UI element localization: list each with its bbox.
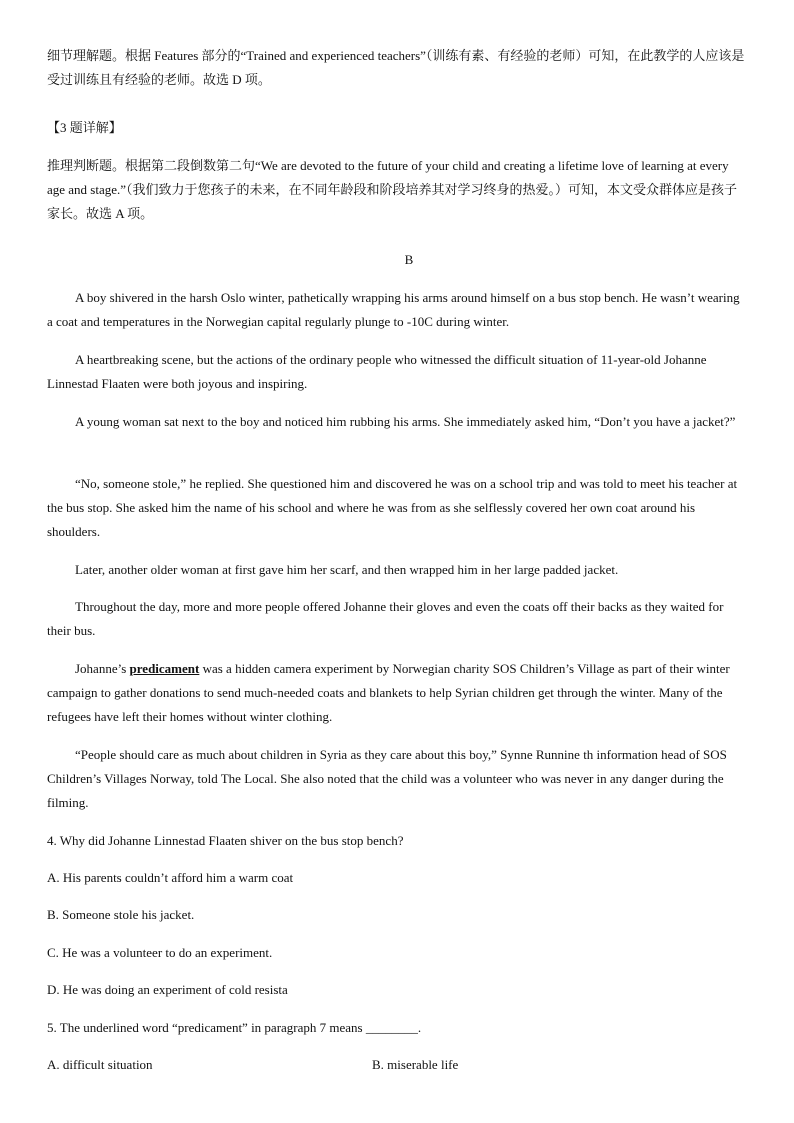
passage-paragraph-4: “No, someone stole,” he replied. She questioned him and discovered he was on a school trip and was told to meet his teacher at the bus stop. She asked him the name of his school and where he was from as she selflessly covered her own coat around his shoulders. [47,476,738,539]
paragraph-7-start: Johanne’s [75,661,130,676]
passage-paragraph-5: Later, another older woman at first gave him her scarf, and then wrapped him in her large padded jacket. [75,562,619,577]
question-4-option-d: D. He was doing an experiment of cold resista [47,982,288,997]
answer-2-explanation: 细节理解题。根据 Features 部分的“Trained and experienced teachers”（训练有素、有经验的老师）可知，在此教学的人应该是受过训练且有经验的老师。故选 D 项。 [47,48,745,87]
paragraph-7-end: was a hidden camera experiment by Norwegian charity SOS Children’s Village as part of their winter campaign to gather donations to send much-needed coats and blankets to help Syrian children get through the winter. Many of the refugees have left their homes without winter clothing. [47,661,730,724]
underlined-word-predicament: predicament [129,661,200,676]
passage-paragraph-6: Throughout the day, more and more people offered Johanne their gloves and even the coats off their backs as they waited for their bus. [47,599,724,638]
passage-letter: B [404,252,414,267]
question-5-option-a: A. difficult situation [47,1057,153,1072]
passage-paragraph-1: A boy shivered in the harsh Oslo winter, pathetically wrapping his arms around himself on a bus stop bench. He wasn’t wearing a coat and temperatures in the Norwegian capital regularly plunge to -10C during winter. [47,290,740,329]
passage-paragraph-8: “People should care as much about children in Syria as they care about this boy,” Synne Runnine th information head of SOS Children’s Villages Norway, told The Local. She also noted that the child was a volunteer who was never in any danger during the filming. [47,747,727,810]
question-4-option-c: C. He was a volunteer to do an experiment. [47,945,273,960]
answer-3-explanation: 推理判断题。根据第二段倒数第二句“We are devoted to the future of your child and creating a lifetime love of learning at every age and stage.”（我们致力于您孩子的未来，在不同年龄段和阶段培养其对学习终身的热爱。）可知，本文受众群体应是孩子家长。故选 A 项。 [47,158,738,221]
question-4-option-b: B. Someone stole his jacket. [47,907,195,922]
question-5-option-b: B. miserable life [372,1057,459,1072]
answer-3-heading: 【3 题详解】 [47,120,122,135]
question-5-stem: 5. The underlined word “predicament” in paragraph 7 means ________. [47,1020,422,1035]
passage-paragraph-7 [47,657,747,729]
question-4-option-a: A. His parents couldn’t afford him a warm coat [47,870,294,885]
passage-paragraph-2: A heartbreaking scene, but the actions of the ordinary people who witnessed the difficult situation of 11-year-old Johanne Linnestad Flaaten were both joyous and inspiring. [47,352,707,391]
passage-paragraph-3: A young woman sat next to the boy and noticed him rubbing his arms. She immediately asked him, “Don’t you have a jacket?” [75,414,736,429]
question-4-stem: 4. Why did Johanne Linnestad Flaaten shiver on the bus stop bench? [47,833,404,848]
